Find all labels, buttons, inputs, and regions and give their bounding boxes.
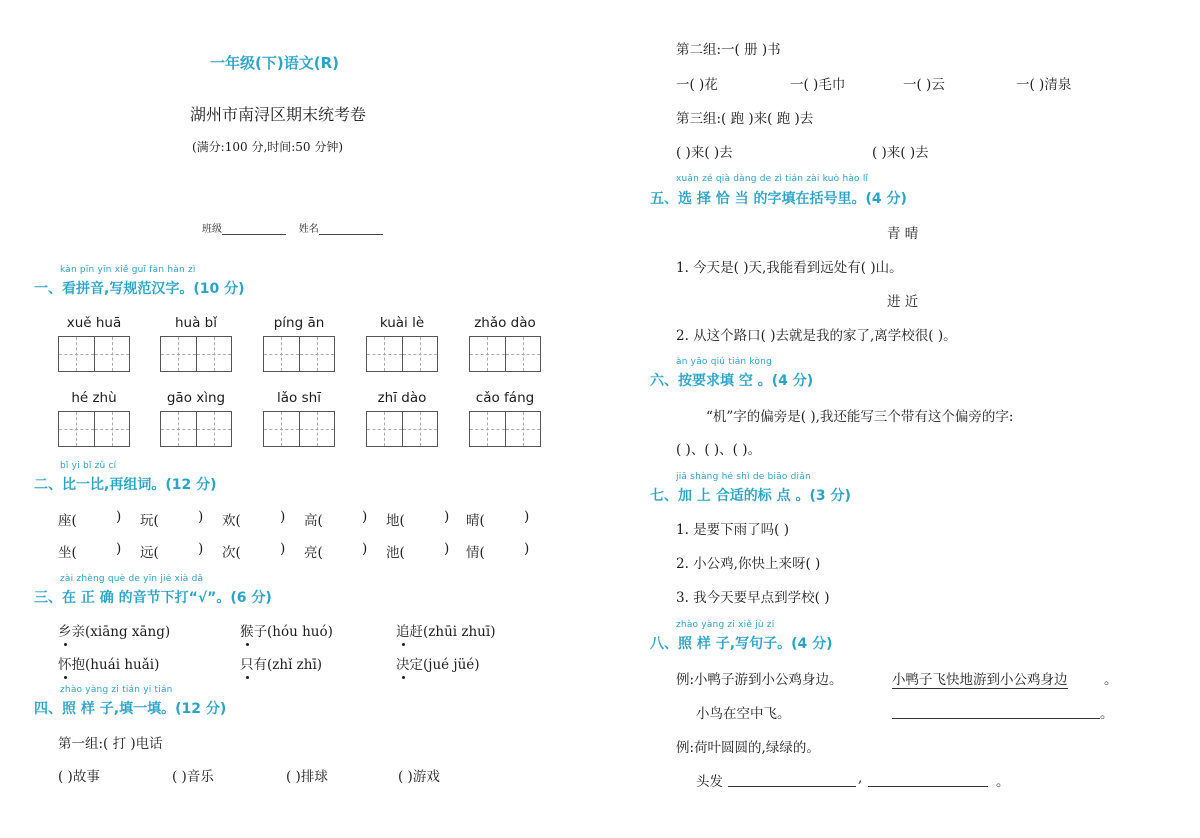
section7-pinyin: jiā shàng hé shì de biāo diǎn [676, 472, 811, 482]
exam-info: (满分:100 分,时间:50 分钟) [192, 140, 344, 154]
grid-pinyin: zhī dào [377, 390, 427, 406]
write-grid-8[interactable] [263, 390, 335, 447]
write-grid-9[interactable] [366, 390, 438, 447]
group3-blank[interactable]: ( )来( )去 [676, 145, 733, 161]
compare-item: 玩( [140, 513, 159, 529]
task-end-1: 。 [1100, 706, 1114, 722]
emphasis-dot [402, 643, 405, 646]
write-grid-4[interactable] [366, 315, 438, 372]
writing-boxes[interactable] [160, 336, 232, 372]
exam-title: 湖州市南浔区期末统考卷 [190, 105, 367, 124]
section7-title: 七、加 上 合适的标 点 。(3 分) [650, 488, 851, 504]
grid-pinyin: huà bǐ [175, 315, 217, 331]
grid-pinyin: xuě huā [66, 315, 122, 331]
emphasis-dot [246, 643, 249, 646]
writing-boxes[interactable] [263, 411, 335, 447]
char-pair-2: 进 近 [887, 294, 919, 310]
example-answer-end: 。 [1104, 672, 1118, 688]
grid-pinyin: cǎo fáng [475, 390, 535, 406]
writing-boxes[interactable] [469, 411, 541, 447]
grid-pinyin: hé zhù [71, 390, 117, 406]
compare-blank[interactable]: ) [198, 541, 204, 557]
compare-item: 晴( [466, 513, 485, 529]
group2-blank[interactable]: 一( )云 [903, 77, 945, 93]
compare-blank[interactable]: ) [280, 509, 286, 525]
class-label: 班级 [202, 224, 222, 235]
fill-question-1[interactable]: 1. 今天是( )天,我能看到远处有( )山。 [676, 260, 903, 276]
section5-title: 五、选 择 恰 当 的字填在括号里。(4 分) [650, 191, 907, 207]
section3-pinyin: zài zhèng què de yīn jié xià dǎ [60, 574, 204, 584]
compare-blank[interactable]: ) [362, 541, 368, 557]
write-grid-10[interactable] [469, 390, 541, 447]
write-grid-3[interactable] [263, 315, 335, 372]
task-sentence-1: 小鸟在空中飞。 [696, 706, 791, 722]
compare-item: 亮( [304, 545, 323, 561]
compare-blank[interactable]: ) [116, 509, 122, 525]
grade-title: 一年级(下)语文(R) [210, 54, 339, 72]
compare-blank[interactable]: ) [444, 509, 450, 525]
writing-boxes[interactable] [366, 411, 438, 447]
section5-pinyin: xuǎn zé qià dàng de zì tián zài kuò hào lǐ [676, 174, 869, 184]
write-grid-2[interactable] [160, 315, 232, 372]
compare-blank[interactable]: ) [116, 541, 122, 557]
group3-example: 第三组:( 跑 )来( 跑 )去 [676, 111, 814, 127]
section8-title: 八、照 样 子,写句子。(4 分) [650, 636, 833, 652]
section6-pinyin: àn yāo qiú tián kòng [676, 357, 772, 367]
emphasis-dot [64, 676, 67, 679]
section4-title: 四、照 样 子,填一填。(12 分) [34, 701, 227, 717]
answer-line-1[interactable] [892, 718, 1100, 719]
answer-line-2a[interactable] [728, 786, 856, 787]
compare-item: 坐( [58, 545, 77, 561]
group3-blank[interactable]: ( )来( )去 [872, 145, 929, 161]
syllable-choice[interactable]: 怀抱(huái huǎi) [58, 657, 160, 673]
group1-blank[interactable]: ( )游戏 [398, 769, 440, 785]
compare-blank[interactable]: ) [280, 541, 286, 557]
group2-blank[interactable]: 一( )清泉 [1016, 77, 1072, 93]
punctuation-question-2[interactable]: 2. 小公鸡,你快上来呀( ) [676, 556, 821, 572]
radical-answers[interactable]: ( )、( )、( )。 [676, 442, 761, 458]
syllable-choice[interactable]: 决定(jué jüé) [396, 657, 480, 673]
compare-blank[interactable]: ) [198, 509, 204, 525]
write-grid-5[interactable] [469, 315, 541, 372]
name-label: 姓名 [298, 224, 319, 235]
task-comma: , [858, 770, 863, 786]
group2-blank[interactable]: 一( )毛巾 [790, 77, 846, 93]
compare-item: 座( [58, 513, 77, 529]
example-sentence-2: 例:荷叶圆圆的,绿绿的。 [676, 740, 820, 756]
section2-pinyin: bǐ yi bǐ zǔ cí [60, 461, 117, 471]
compare-blank[interactable]: ) [524, 541, 530, 557]
syllable-choice[interactable]: 只有(zhǐ zhī) [240, 657, 323, 673]
writing-boxes[interactable] [58, 336, 130, 372]
grid-pinyin: píng ān [273, 315, 325, 331]
compare-blank[interactable]: ) [362, 509, 368, 525]
grid-pinyin: kuài lè [379, 315, 425, 331]
grid-pinyin: zhǎo dào [474, 315, 536, 331]
example-answer-1: 小鸭子飞快地游到小公鸡身边 [892, 668, 1068, 689]
emphasis-dot [64, 643, 67, 646]
compare-item: 欢( [222, 513, 241, 529]
punctuation-question-3[interactable]: 3. 我今天要早点到学校( ) [676, 590, 830, 606]
punctuation-question-1[interactable]: 1. 是要下雨了吗( ) [676, 522, 789, 538]
compare-blank[interactable]: ) [524, 509, 530, 525]
char-pair-1: 青 晴 [887, 226, 919, 242]
fill-question-2[interactable]: 2. 从这个路口( )去就是我的家了,离学校很( )。 [676, 328, 957, 344]
group1-blank[interactable]: ( )音乐 [172, 769, 214, 785]
answer-line-2b[interactable] [868, 786, 988, 787]
section6-title: 六、按要求填 空 。(4 分) [650, 373, 814, 389]
section8-pinyin: zhào yàng zi xiě jù zi [676, 620, 775, 630]
writing-boxes[interactable] [58, 411, 130, 447]
syllable-choice[interactable]: 猴子(hóu huó) [240, 624, 333, 640]
group2-example: 第二组:一( 册 )书 [676, 42, 781, 58]
compare-item: 高( [304, 513, 323, 529]
example-sentence-1: 例:小鸭子游到小公鸡身边。 [676, 672, 843, 688]
task-end-2: 。 [996, 774, 1010, 790]
compare-item: 情( [466, 545, 485, 561]
writing-boxes[interactable] [263, 336, 335, 372]
section3-title: 三、在 正 确 的音节下打“√”。(6 分) [34, 590, 272, 606]
emphasis-dot [246, 676, 249, 679]
compare-item: 远( [140, 545, 159, 561]
group1-example: 第一组:( 打 )电话 [58, 736, 163, 752]
syllable-choice[interactable]: 追赶(zhūi zhuī) [396, 624, 496, 640]
compare-item: 地( [386, 513, 405, 529]
radical-question[interactable]: “机”字的偏旁是( ),我还能写三个带有这个偏旁的字: [706, 409, 1014, 425]
compare-item: 池( [386, 545, 405, 561]
write-grid-1[interactable] [58, 315, 130, 372]
emphasis-dot [402, 676, 405, 679]
section4-pinyin: zhào yàng zi tián yi tián [60, 685, 173, 695]
grid-pinyin: lǎo shī [277, 390, 321, 406]
group1-blank[interactable]: ( )排球 [286, 769, 328, 785]
section1-pinyin: kàn pīn yīn xiě guī fàn hàn zì [60, 265, 196, 275]
name-blank[interactable] [319, 223, 383, 235]
compare-blank[interactable]: ) [444, 541, 450, 557]
writing-boxes[interactable] [366, 336, 438, 372]
syllable-choice[interactable]: 乡亲(xiāng xāng) [58, 624, 171, 640]
section2-title: 二、比一比,再组词。(12 分) [34, 477, 217, 493]
group1-blank[interactable]: ( )故事 [58, 769, 100, 785]
compare-item: 次( [222, 545, 241, 561]
write-grid-7[interactable] [160, 390, 232, 447]
class-field[interactable] [202, 220, 383, 235]
section1-title: 一、看拼音,写规范汉字。(10 分) [34, 281, 245, 297]
grid-pinyin: gāo xìng [166, 390, 226, 406]
class-blank[interactable] [222, 223, 286, 235]
task-sentence-2: 头发 [696, 774, 723, 790]
writing-boxes[interactable] [469, 336, 541, 372]
writing-boxes[interactable] [160, 411, 232, 447]
group2-blank[interactable]: 一( )花 [676, 77, 718, 93]
write-grid-6[interactable] [58, 390, 130, 447]
